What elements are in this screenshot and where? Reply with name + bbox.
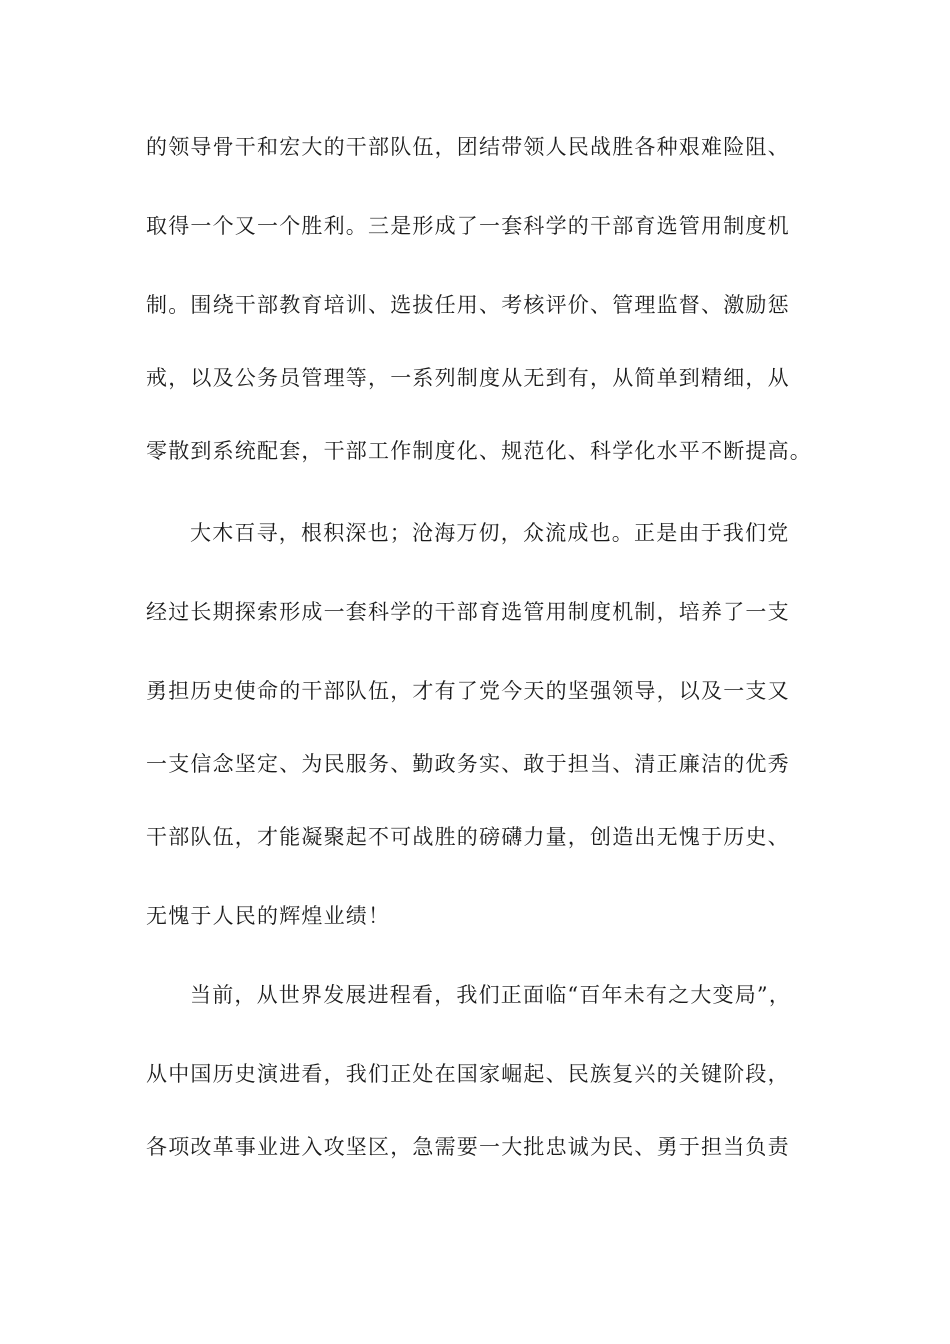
text-line: 无愧于人民的辉煌业绩！ <box>146 904 391 928</box>
text-line: 的领导骨干和宏大的干部队伍，团结带领人民战胜各种艰难险阻、 <box>146 135 790 159</box>
text-line: 从中国历史演进看，我们正处在国家崛起、民族复兴的关键阶段， <box>146 1062 790 1086</box>
text-line: 戒，以及公务员管理等，一系列制度从无到有，从简单到精细，从 <box>146 366 790 390</box>
text-line: 零散到系统配套，干部工作制度化、规范化、科学化水平不断提高。 <box>146 439 812 463</box>
text-line: 勇担历史使命的干部队伍，才有了党今天的坚强领导，以及一支又 <box>146 679 790 703</box>
text-line: 制。围绕干部教育培训、选拔任用、考核评价、管理监督、激励惩 <box>146 293 790 317</box>
text-line: 取得一个又一个胜利。三是形成了一套科学的干部育选管用制度机 <box>146 214 790 238</box>
text-line: 各项改革事业进入攻坚区，急需要一大批忠诚为民、勇于担当负责 <box>146 1135 790 1159</box>
text-line: 干部队伍，才能凝聚起不可战胜的磅礴力量，创造出无愧于历史、 <box>146 825 790 849</box>
text-line: 经过长期探索形成一套科学的干部育选管用制度机制，培养了一支 <box>146 600 790 624</box>
paragraph-first-line: 大木百寻，根积深也；沧海万仞，众流成也。正是由于我们党 <box>190 521 790 545</box>
paragraph-first-line: 当前，从世界发展进程看，我们正面临“百年未有之大变局”， <box>190 983 792 1007</box>
text-line: 一支信念坚定、为民服务、勤政务实、敢于担当、清正廉洁的优秀 <box>146 752 790 776</box>
